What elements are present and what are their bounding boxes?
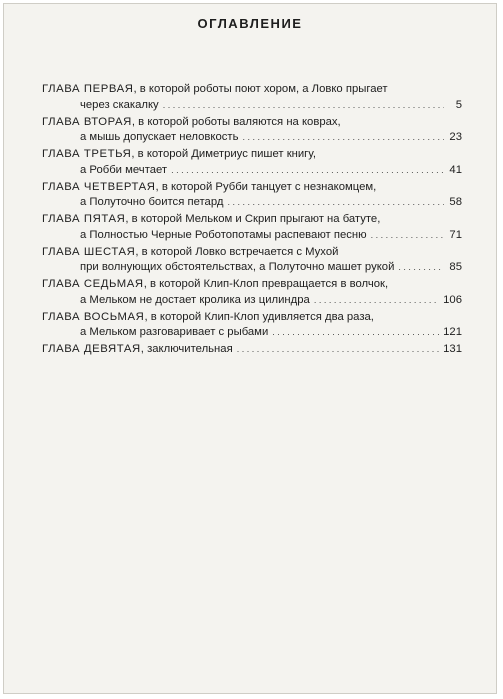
table-of-contents — [42, 82, 462, 359]
dot-leader — [371, 228, 444, 244]
chapter-description: , заключительная — [140, 343, 233, 355]
page-number: 23 — [449, 131, 462, 143]
page-number: 71 — [449, 228, 462, 241]
page-number: 85 — [449, 261, 462, 273]
toc-entry-7 — [42, 277, 462, 308]
toc-entry-5 — [42, 212, 462, 243]
page-number: 41 — [449, 163, 462, 176]
page-number: 106 — [443, 293, 462, 306]
chapter-description-continued: а мышь допускает неловкость — [80, 131, 239, 143]
chapter-description: , в которой роботы валяются на коврах, — [131, 115, 341, 128]
dot-leader — [237, 342, 439, 358]
dot-leader — [272, 325, 439, 341]
toc-entry-2 — [42, 115, 462, 146]
chapter-description: , в которой Диметриус пишет книгу, — [131, 148, 316, 160]
chapter-description: , в которой Рубби танцует с незнакомцем, — [155, 180, 377, 193]
chapter-description: , в которой роботы поют хором, а Ловко прыгает — [133, 83, 388, 95]
chapter-heading: ГЛАВА СЕДЬМАЯ — [42, 278, 144, 290]
dot-leader — [227, 195, 444, 211]
book-page — [3, 3, 497, 694]
page-number: 5 — [455, 98, 462, 111]
chapter-description: , в которой Мельком и Скрип прыгают на батуте, — [125, 213, 381, 225]
chapter-heading: ГЛАВА ЧЕТВЕРТАЯ — [42, 180, 156, 193]
chapter-description: , в которой Клип-Клоп превращается в волчок, — [143, 278, 389, 290]
page-number: 121 — [443, 326, 462, 338]
toc-entry-4 — [42, 180, 462, 211]
toc-entry-6 — [42, 245, 462, 276]
chapter-description: , в которой Ловко встречается с Мухой — [135, 245, 339, 258]
page-number: 131 — [443, 343, 462, 355]
dot-leader — [314, 293, 439, 309]
dot-leader — [398, 260, 444, 276]
chapter-heading: ГЛАВА ШЕСТАЯ — [42, 245, 136, 258]
page-title: ОГЛАВЛЕНИЕ — [197, 16, 303, 31]
chapter-description-continued: а Робби мечтает — [80, 163, 168, 176]
toc-entry-3 — [42, 147, 462, 178]
chapter-heading: ГЛАВА ПЕРВАЯ — [42, 83, 134, 95]
chapter-description-continued: а Мельком не достает кролика из цилиндра — [80, 293, 310, 306]
chapter-description-continued: а Мельком разговаривает с рыбами — [80, 326, 269, 338]
dot-leader — [171, 163, 444, 179]
toc-entry-1 — [42, 82, 462, 113]
dot-leader — [163, 98, 444, 114]
dot-leader — [242, 130, 444, 146]
chapter-heading: ГЛАВА ВТОРАЯ — [42, 115, 132, 128]
chapter-description-continued: а Полуточно боится петард — [80, 196, 224, 208]
toc-entry-9 — [42, 342, 462, 358]
chapter-description-continued: а Полностью Черные Роботопотамы распевают песню — [80, 228, 367, 241]
chapter-heading: ГЛАВА ТРЕТЬЯ — [42, 148, 132, 160]
chapter-heading: ГЛАВА ВОСЬМАЯ — [42, 310, 145, 323]
chapter-description: , в которой Клип-Клоп удивляется два раза, — [144, 310, 374, 323]
chapter-description-continued: через скакалку — [80, 98, 159, 111]
chapter-description-continued: при волнующих обстоятельствах, а Полуточно машет рукой — [80, 261, 395, 273]
page-number: 58 — [449, 196, 462, 208]
toc-entry-8 — [42, 310, 462, 341]
chapter-heading: ГЛАВА ДЕВЯТАЯ — [42, 343, 141, 355]
chapter-heading: ГЛАВА ПЯТАЯ — [42, 213, 126, 225]
